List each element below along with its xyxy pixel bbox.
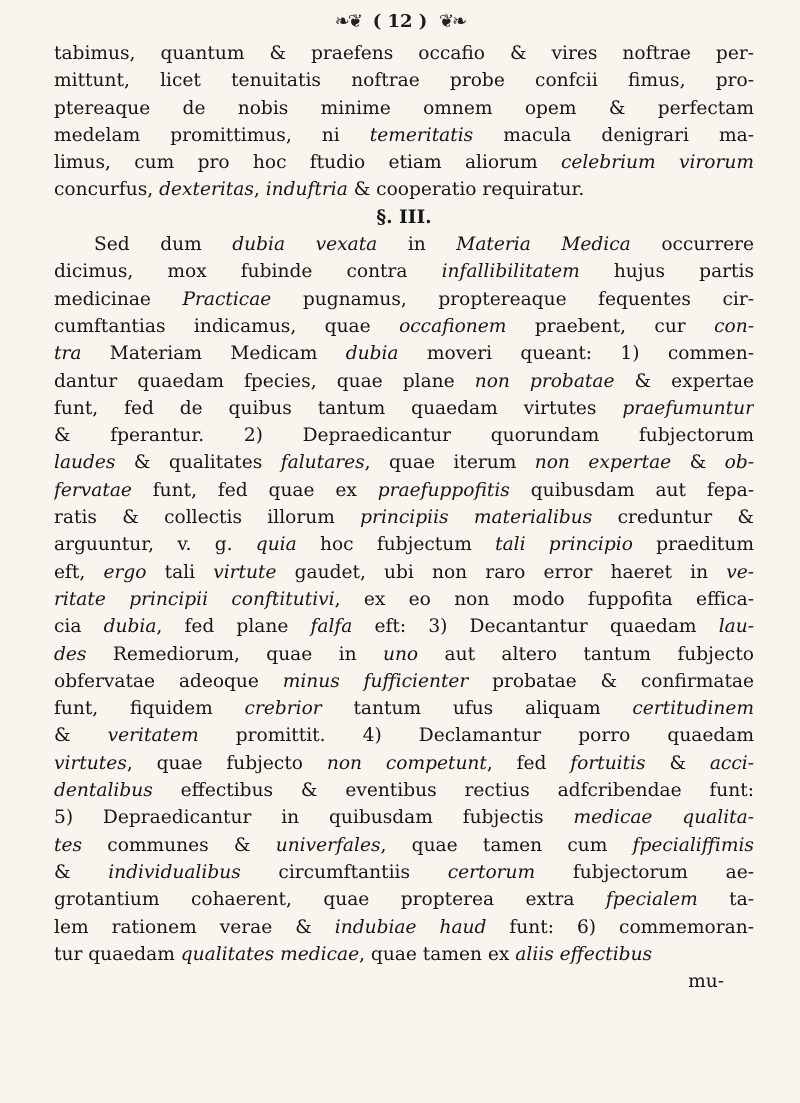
- text-segment: &: [645, 752, 710, 774]
- italic-segment: fpecialem: [605, 889, 698, 911]
- text-segment: ptereaque de nobis minime omnem opem & perfectam: [54, 97, 754, 119]
- text-line: [54, 832, 754, 859]
- text-line: [54, 750, 754, 777]
- right-ornament-icon: ❦❧: [439, 10, 466, 32]
- text-segment: fubjectorum ae-: [535, 861, 754, 883]
- text-segment: in: [377, 234, 457, 256]
- text-segment: funt: 6) commemoran-: [486, 916, 754, 938]
- text-segment: eft,: [54, 561, 104, 583]
- italic-segment: acci-: [709, 752, 754, 774]
- text-segment: & cooperatio requiratur.: [347, 179, 585, 201]
- text-segment: gaudet, ubi non raro error haeret in: [276, 561, 727, 583]
- text-line: [54, 122, 754, 149]
- text-line: [54, 449, 754, 476]
- text-line: [54, 968, 754, 995]
- text-segment: promittit. 4) Declamantur porro quaedam: [198, 725, 754, 747]
- italic-segment: ob-: [724, 452, 754, 474]
- text-line: [54, 641, 754, 668]
- text-segment: medicinae: [54, 288, 183, 310]
- text-line: [54, 941, 754, 968]
- text-line: [54, 804, 754, 831]
- italic-segment: fortuitis: [570, 752, 646, 774]
- italic-segment: dentalibus: [54, 780, 153, 802]
- text-line: [54, 176, 754, 203]
- text-segment: , quae tamen ex: [359, 943, 516, 965]
- italic-segment: Materia Medica: [456, 234, 631, 256]
- text-segment: Materiam Medicam: [81, 343, 346, 365]
- italic-segment: qualitates medicae: [180, 943, 360, 965]
- text-segment: 5) Depraedicantur in quibusdam fubjectis: [54, 807, 574, 829]
- text-segment: praebent, cur: [506, 315, 715, 337]
- text-segment: effectibus & eventibus rectius adfcribendae funt:: [152, 780, 754, 802]
- text-line: [54, 559, 754, 586]
- text-line: [54, 531, 754, 558]
- text-segment: communes &: [82, 834, 276, 856]
- italic-segment: praefuppofitis: [377, 479, 510, 501]
- italic-segment: praefumuntur: [622, 397, 754, 419]
- text-segment: mittunt, licet tenuitatis noftrae probe confcii fimus, pro-: [54, 70, 754, 92]
- text-line: [54, 313, 754, 340]
- text-segment: grotantium cohaerent, quae propterea extra: [54, 889, 606, 911]
- italic-segment: minus fufficienter: [282, 670, 469, 692]
- text-segment: ratis & collectis illorum: [54, 507, 361, 529]
- italic-segment: aliis effectibus: [515, 943, 653, 965]
- italic-segment: univerfales: [275, 834, 381, 856]
- italic-segment: non competunt: [326, 752, 487, 774]
- text-segment: probatae & confirmatae: [468, 670, 754, 692]
- text-line: [54, 67, 754, 94]
- text-segment: , fed plane: [156, 616, 311, 638]
- text-segment: &: [54, 725, 108, 747]
- italic-segment: falutares: [280, 452, 365, 474]
- italic-segment: celebrium virorum: [560, 152, 754, 174]
- text-segment: circumftantiis: [240, 861, 448, 883]
- italic-segment: ergo: [103, 561, 147, 583]
- text-segment: occurrere: [630, 234, 754, 256]
- text-line: [54, 886, 754, 913]
- text-segment: tabimus, quantum & praefens occafio & vires noftrae per-: [54, 43, 754, 64]
- italic-segment: crebrior: [244, 698, 322, 720]
- page-header: [0, 10, 800, 32]
- italic-segment: non expertae: [534, 452, 672, 474]
- italic-segment: laudes: [54, 452, 116, 474]
- text-line: [54, 859, 754, 886]
- italic-segment: quia: [255, 534, 297, 556]
- italic-segment: virtutes: [54, 752, 127, 774]
- italic-segment: fpecialiffimis: [632, 834, 754, 856]
- italic-segment: dubia: [345, 343, 399, 365]
- text-segment: dantur quaedam fpecies, quae plane: [54, 370, 475, 392]
- text-line: [54, 613, 754, 640]
- text-line: [54, 668, 754, 695]
- text-segment: hoc fubjectum: [296, 534, 496, 556]
- text-segment: funt, fed quae ex: [131, 479, 378, 501]
- text-line: [54, 258, 754, 285]
- text-segment: tantum ufus aliquam: [321, 698, 633, 720]
- text-line: [54, 695, 754, 722]
- italic-segment: principiis materialibus: [360, 507, 593, 529]
- text-segment: limus, cum pro hoc ftudio etiam aliorum: [54, 152, 561, 174]
- italic-segment: indubiae haud: [334, 916, 487, 938]
- italic-segment: certorum: [447, 861, 536, 883]
- text-segment: creduntur &: [592, 507, 754, 529]
- text-segment: mu-: [688, 971, 724, 993]
- italic-segment: Practicae: [182, 288, 272, 310]
- text-line: [54, 286, 754, 313]
- italic-segment: tali principio: [495, 534, 633, 556]
- text-segment: , quae tamen cum: [380, 834, 633, 856]
- text-segment: quibusdam aut fepa-: [509, 479, 754, 501]
- text-line: [54, 95, 754, 122]
- italic-segment: medicae qualita-: [573, 807, 754, 829]
- text-segment: pugnamus, proptereaque fequentes cir-: [271, 288, 754, 310]
- italic-segment: induftria: [265, 179, 348, 201]
- italic-segment: dubia: [103, 616, 157, 638]
- left-ornament-icon: ❧❦: [334, 10, 361, 32]
- text-segment: dicimus, mox fubinde contra: [54, 261, 442, 283]
- text-segment: tur quaedam: [54, 943, 181, 965]
- page-number: ( 12 ): [372, 10, 428, 32]
- text-segment: &: [54, 861, 109, 883]
- body-text: [54, 40, 754, 995]
- text-segment: aut altero tantum fubjecto: [418, 643, 754, 665]
- text-segment: macula denigrari ma-: [473, 124, 754, 146]
- text-segment: arguuntur, v. g.: [54, 534, 256, 556]
- italic-segment: lau-: [718, 616, 754, 638]
- text-segment: funt, fiquidem: [54, 698, 245, 720]
- text-line: [54, 40, 754, 67]
- text-line: [54, 149, 754, 176]
- italic-segment: dubia vexata: [232, 234, 378, 256]
- text-segment: &: [671, 452, 725, 474]
- text-segment: , ex eo non modo fuppofita effica-: [334, 588, 754, 610]
- italic-segment: con-: [714, 315, 754, 337]
- text-line: [54, 586, 754, 613]
- italic-segment: non probatae: [474, 370, 615, 392]
- italic-segment: uno: [382, 643, 419, 665]
- text-segment: & expertae: [614, 370, 754, 392]
- italic-segment: tra: [54, 343, 82, 365]
- text-segment: cumftantias indicamus, quae: [54, 315, 400, 337]
- italic-segment: falfa: [310, 616, 353, 638]
- text-segment: & fperantur. 2) Depraedicantur quorundam fubjectorum: [54, 425, 754, 447]
- text-segment: Remediorum, quae in: [86, 643, 383, 665]
- text-line: [54, 368, 754, 395]
- text-segment: ta-: [697, 889, 754, 911]
- text-line: [54, 231, 754, 258]
- text-segment: cia: [54, 616, 104, 638]
- italic-segment: veritatem: [107, 725, 199, 747]
- text-segment: lem rationem verae &: [54, 916, 335, 938]
- text-line: [54, 204, 754, 231]
- text-segment: eft: 3) Decantantur quaedam: [352, 616, 719, 638]
- text-segment: funt, fed de quibus tantum quaedam virtutes: [54, 397, 623, 419]
- italic-segment: dexteritas: [159, 179, 254, 201]
- text-line: [54, 340, 754, 367]
- text-line: [54, 477, 754, 504]
- text-line: [54, 777, 754, 804]
- text-segment: , fed: [486, 752, 571, 774]
- text-segment: , quae iterum: [364, 452, 535, 474]
- italic-segment: ve-: [726, 561, 754, 583]
- text-segment: moveri queant: 1) commen-: [398, 343, 754, 365]
- text-segment: medelam promittimus, ni: [54, 124, 370, 146]
- italic-segment: infallibilitatem: [441, 261, 580, 283]
- text-segment: obfervatae adeoque: [54, 670, 283, 692]
- text-segment: §. III.: [376, 206, 432, 228]
- text-segment: hujus partis: [579, 261, 754, 283]
- italic-segment: des: [54, 643, 87, 665]
- italic-segment: occafionem: [399, 315, 507, 337]
- text-line: [54, 422, 754, 449]
- italic-segment: tes: [54, 834, 83, 856]
- italic-segment: virtute: [213, 561, 277, 583]
- text-line: [54, 722, 754, 749]
- italic-segment: ritate principii conftitutivi: [54, 588, 335, 610]
- text-segment: ,: [253, 179, 266, 201]
- text-segment: , quae fubjecto: [126, 752, 327, 774]
- text-segment: praeditum: [632, 534, 754, 556]
- text-segment: tali: [146, 561, 214, 583]
- text-segment: Sed dum: [94, 234, 233, 256]
- text-line: [54, 914, 754, 941]
- italic-segment: temeritatis: [369, 124, 474, 146]
- text-segment: concurfus,: [54, 179, 160, 201]
- text-line: [54, 395, 754, 422]
- italic-segment: certitudinem: [632, 698, 754, 720]
- text-line: [54, 504, 754, 531]
- italic-segment: fervatae: [54, 479, 132, 501]
- italic-segment: individualibus: [108, 861, 241, 883]
- text-segment: & qualitates: [115, 452, 281, 474]
